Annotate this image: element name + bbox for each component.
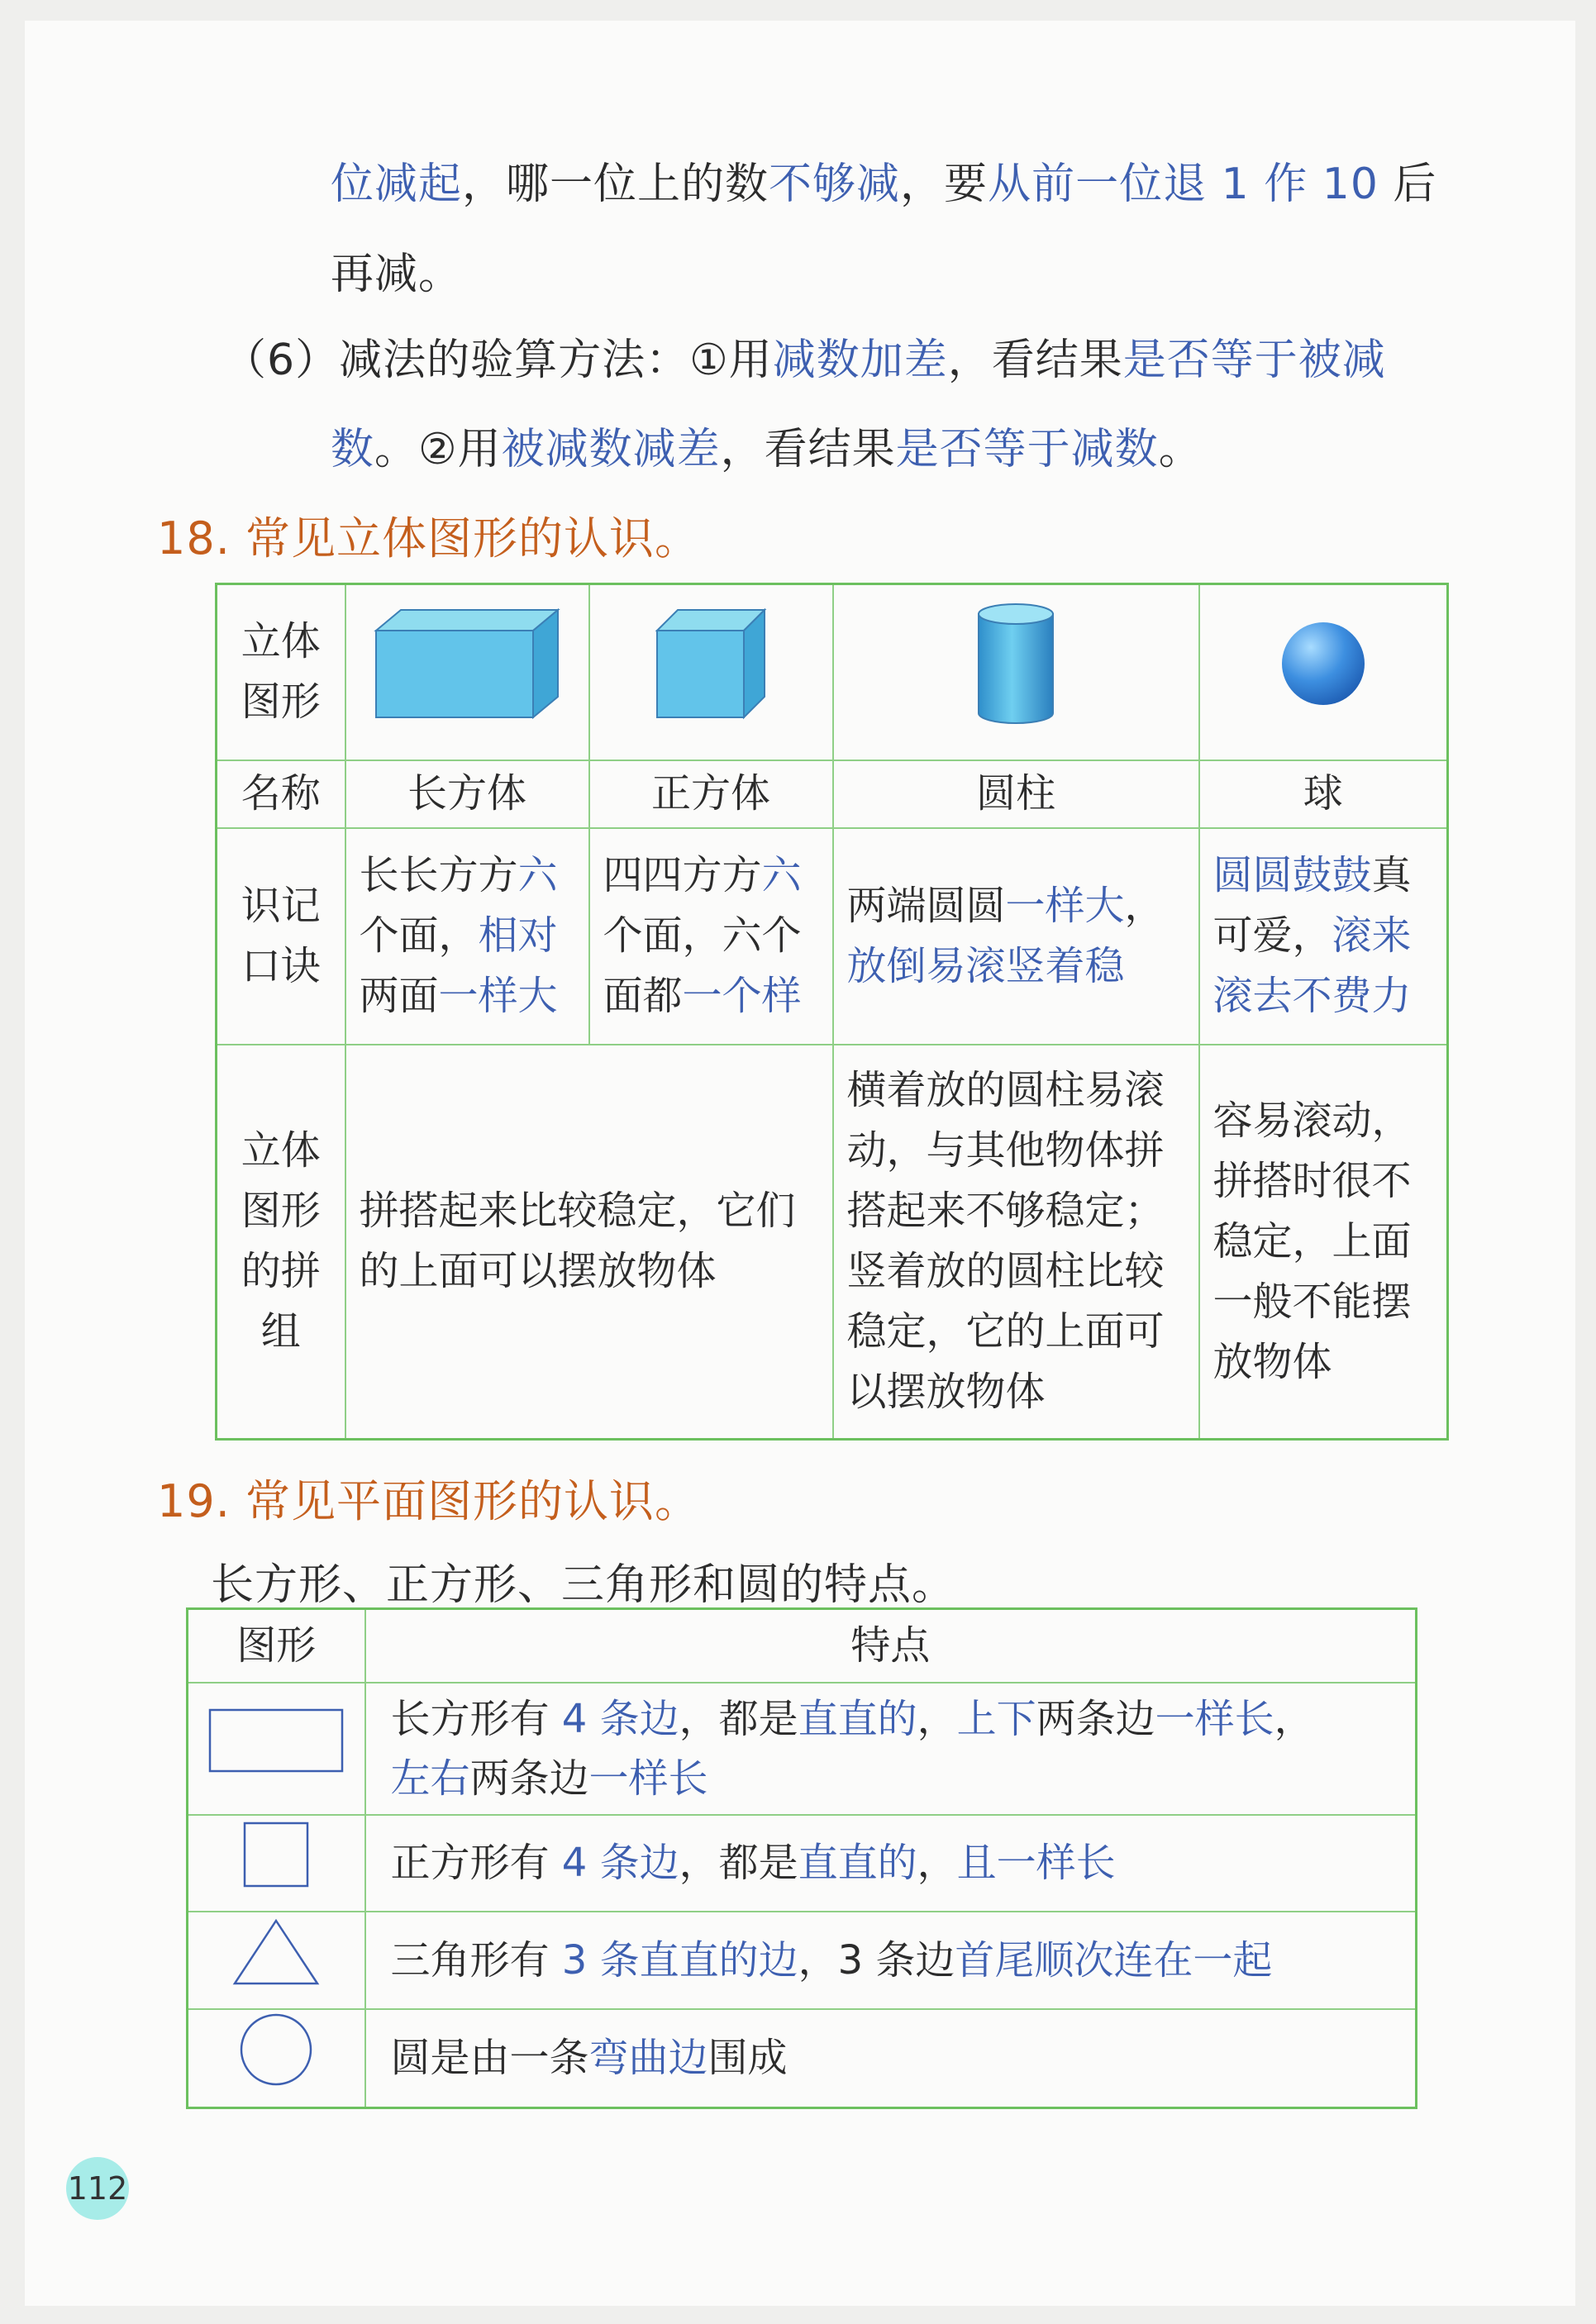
- body-text: 圆是由一条: [390, 2035, 589, 2082]
- highlight-text: 一样大: [1005, 882, 1125, 929]
- highlight-text: 不够减: [769, 160, 901, 209]
- highlight-text: 位减起: [331, 160, 463, 209]
- cube-cell: [589, 584, 833, 760]
- intro-line-4: [331, 425, 1203, 474]
- triangle-cell: [188, 1912, 365, 2009]
- text-line: 拼搭时很不: [1212, 1157, 1412, 1204]
- triangle-feature: [365, 1912, 1417, 2009]
- highlight-text: 直直的: [798, 1695, 917, 1742]
- body-text: ，哪一位上的数: [462, 160, 769, 209]
- highlight-text: 数: [331, 425, 375, 474]
- col-shape-header: 图形: [188, 1609, 365, 1683]
- triangle-row: [188, 1912, 1417, 2009]
- body-text: ，看结果: [947, 336, 1123, 385]
- highlight-text: 一样大: [438, 973, 558, 1019]
- highlight-text: 六: [761, 852, 802, 898]
- text-line: [391, 2028, 1399, 2088]
- plane-header-row: [188, 1609, 1417, 1683]
- highlight-text: 4 条边: [561, 1695, 679, 1742]
- body-text: 两条边: [1036, 1695, 1155, 1742]
- text-line: [1213, 906, 1439, 966]
- intro-line-1: [331, 160, 1437, 209]
- text-line: 动，与其他物体拼: [846, 1127, 1165, 1174]
- section-19-heading: 19. 常见平面图形的认识。: [157, 1475, 701, 1527]
- section-18-heading: 18. 常见立体图形的认识。: [157, 512, 701, 564]
- cylinder-cell: [833, 584, 1199, 760]
- rhyme-cylinder: [833, 828, 1199, 1045]
- body-text: 四四方方: [603, 852, 762, 898]
- body-text: 长长方方: [359, 852, 518, 898]
- rectangle-feature: [365, 1683, 1417, 1815]
- name-cube: 正方体: [589, 760, 833, 828]
- combo-cuboid-cube: [345, 1045, 833, 1440]
- text-line: 稳定，上面: [1212, 1217, 1412, 1264]
- highlight-text: 3 条直直的边: [561, 1936, 798, 1983]
- square-feature: [365, 1815, 1417, 1912]
- name-row: [217, 760, 1448, 828]
- page-number: 112: [66, 2157, 129, 2220]
- square-icon: [243, 1822, 309, 1888]
- body-text: ，: [1274, 1695, 1314, 1742]
- text-line: [603, 906, 824, 966]
- body-text: 真: [1371, 852, 1412, 898]
- highlight-text: 相对: [478, 912, 558, 959]
- highlight-text: 且一样长: [956, 1840, 1116, 1886]
- highlight-text: 弯曲边: [588, 2035, 708, 2082]
- highlight-text: 一个样: [682, 973, 802, 1019]
- body-text: ，: [917, 1695, 957, 1742]
- body-text: （6）减法的验算方法：①用: [223, 336, 773, 385]
- name-cuboid: 长方体: [345, 760, 589, 828]
- circle-feature: [365, 2009, 1417, 2108]
- text-line: [603, 845, 824, 906]
- circle-cell: [188, 2009, 365, 2108]
- text-line: 的上面可以摆放物体: [359, 1248, 717, 1295]
- body-text: ，都是: [679, 1695, 798, 1742]
- square-row: [188, 1815, 1417, 1912]
- body-text: ，看结果: [720, 425, 896, 474]
- body-text: 两面: [359, 973, 439, 1019]
- text-line: [360, 845, 580, 906]
- text-line: [1213, 966, 1439, 1026]
- intro-line-2: 再减。: [331, 250, 463, 299]
- body-text: 个面，六个: [603, 912, 802, 959]
- cuboid-cell: [345, 584, 589, 760]
- highlight-text: 六: [517, 852, 558, 898]
- highlight-text: 滚去不费力: [1212, 973, 1412, 1019]
- text-line: [360, 906, 580, 966]
- highlight-text: 左右: [390, 1755, 470, 1802]
- highlight-text: 放倒易滚竖着稳: [846, 942, 1125, 989]
- body-text: 。②用: [374, 425, 502, 474]
- sphere-icon: [1278, 618, 1369, 709]
- body-text: 三角形有: [390, 1936, 562, 1983]
- combo-row-label: 立体 图形 的拼 组: [217, 1045, 345, 1440]
- body-text: 长方形有: [390, 1695, 562, 1742]
- body-text: ，要: [900, 160, 989, 209]
- highlight-text: 首尾顺次连在一起: [955, 1936, 1273, 1983]
- name-cylinder: 圆柱: [833, 760, 1199, 828]
- highlight-text: 一样长: [1155, 1695, 1274, 1742]
- solid-shapes-table: [215, 583, 1449, 1441]
- highlight-text: 上下: [956, 1695, 1036, 1742]
- body-text: 围成: [707, 2035, 788, 2082]
- text-line: [391, 1931, 1399, 1990]
- rectangle-cell: [188, 1683, 365, 1815]
- text-line: [391, 1749, 1399, 1808]
- rhyme-cube: [589, 828, 833, 1045]
- body-text: 。: [1158, 425, 1203, 474]
- text-line: [603, 966, 824, 1026]
- col-feature-header: 特点: [365, 1609, 1417, 1683]
- text-line: [391, 1833, 1399, 1893]
- rhyme-row-label: 识记 口诀: [217, 828, 345, 1045]
- body-text: 个面，: [359, 912, 479, 959]
- intro-line-3: [223, 336, 1386, 385]
- highlight-text: 圆圆鼓鼓: [1212, 852, 1372, 898]
- text-line: 稳定，它的上面可: [846, 1308, 1165, 1355]
- sphere-cell: [1199, 584, 1448, 760]
- name-row-label: 名称: [217, 760, 345, 828]
- circle-row: [188, 2009, 1417, 2108]
- body-text: 两条边: [469, 1755, 589, 1802]
- text-line: [391, 1689, 1399, 1749]
- combo-cylinder: [833, 1045, 1199, 1440]
- highlight-text: 是否等于减数: [895, 425, 1159, 474]
- highlight-text: 直直的: [798, 1840, 917, 1886]
- section-19-subtitle: 长方形、正方形、三角形和圆的特点。: [211, 1560, 956, 1610]
- body-text: 面都: [603, 973, 683, 1019]
- cube-icon: [653, 606, 769, 721]
- text-line: [360, 966, 580, 1026]
- text-line: 容易滚动，: [1212, 1097, 1412, 1144]
- body-text: 可爱，: [1212, 912, 1332, 959]
- body-text: 两端圆圆: [846, 882, 1006, 929]
- body-text: 正方形有: [390, 1840, 562, 1886]
- text-line: 横着放的圆柱易滚: [846, 1067, 1165, 1114]
- highlight-text: 滚来: [1332, 912, 1412, 959]
- text-line: [847, 876, 1190, 936]
- square-cell: [188, 1815, 365, 1912]
- body-text: ，都是: [679, 1840, 798, 1886]
- text-line: 以摆放物体: [846, 1369, 1046, 1416]
- highlight-text: 是否等于被减: [1122, 336, 1386, 385]
- highlight-text: 被减数减差: [501, 425, 721, 474]
- text-line: 放物体: [1212, 1338, 1332, 1385]
- name-sphere: 球: [1199, 760, 1448, 828]
- combo-row: [217, 1045, 1448, 1440]
- body-text: ，: [917, 1840, 957, 1886]
- rhyme-cuboid: [345, 828, 589, 1045]
- text-line: [847, 936, 1190, 997]
- text-line: 拼搭起来比较稳定，它们: [359, 1188, 796, 1235]
- body-text: ，: [1124, 882, 1165, 929]
- shape-row-label: 立体 图形: [217, 584, 345, 760]
- rectangle-icon: [208, 1708, 344, 1773]
- text-line: 竖着放的圆柱比较: [846, 1248, 1165, 1295]
- highlight-text: 减数加差: [772, 336, 948, 385]
- text-line: [1213, 845, 1439, 906]
- rectangle-row: [188, 1683, 1417, 1815]
- shape-row: [217, 584, 1448, 760]
- triangle-icon: [232, 1918, 320, 1986]
- text-line: 一般不能摆: [1212, 1278, 1412, 1325]
- highlight-text: 从前一位退 1 作 10: [988, 160, 1379, 209]
- highlight-text: 一样长: [588, 1755, 708, 1802]
- cuboid-icon: [372, 606, 562, 721]
- combo-sphere: [1199, 1045, 1448, 1440]
- text-line: 搭起来不够稳定；: [846, 1188, 1165, 1235]
- rhyme-sphere: [1199, 828, 1448, 1045]
- rhyme-row: [217, 828, 1448, 1045]
- cylinder-icon: [974, 602, 1057, 726]
- body-text: ，3 条边: [798, 1936, 955, 1983]
- body-text: 后: [1378, 160, 1437, 209]
- highlight-text: 4 条边: [561, 1840, 679, 1886]
- plane-shapes-table: [186, 1607, 1417, 2109]
- circle-icon: [239, 2012, 313, 2087]
